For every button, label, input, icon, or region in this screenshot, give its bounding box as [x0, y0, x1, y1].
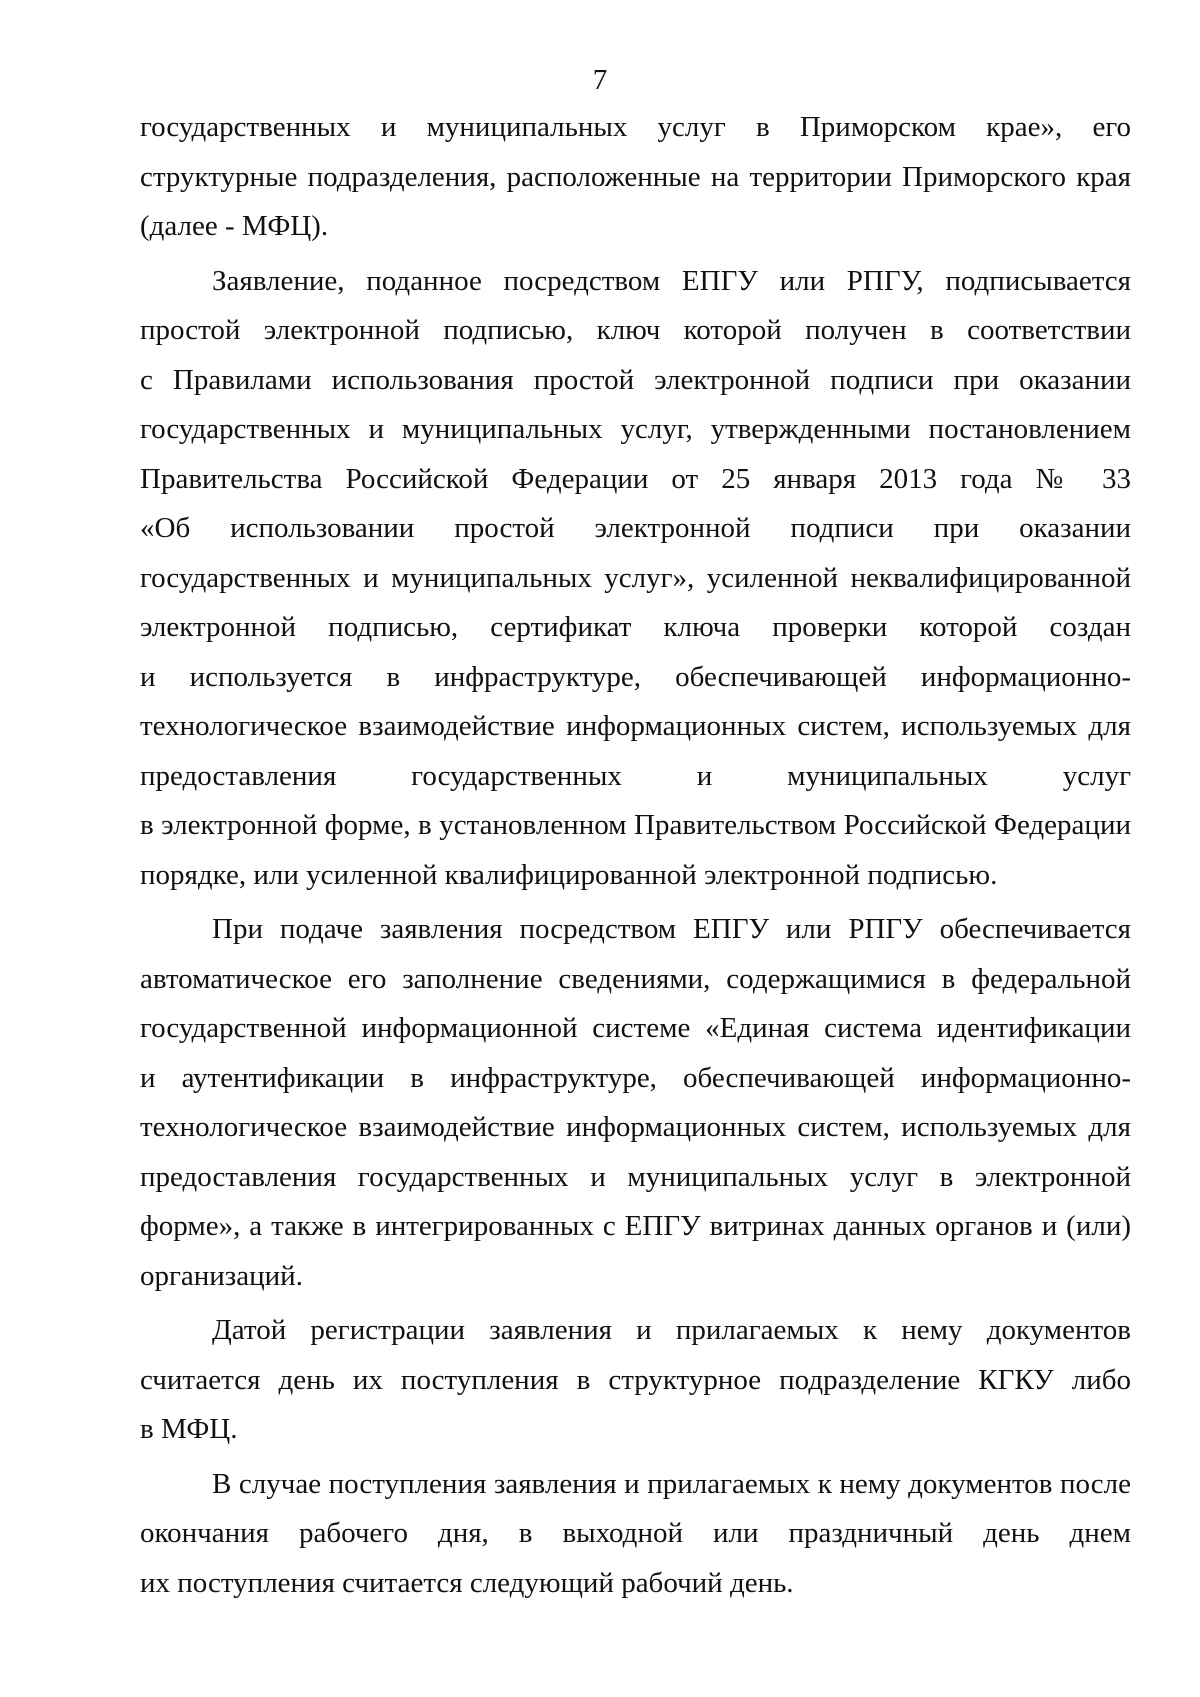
page-number: 7 [592, 64, 608, 96]
text-line: структурные подразделения, расположенные на территории Приморского края [140, 160, 1131, 193]
text-line: и аутентификации в инфраструктуре, обеспечивающей информационно- [140, 1061, 1131, 1094]
text-line: автоматическое его заполнение сведениями, содержащимися в федеральной [140, 962, 1131, 995]
text-line: государственных и муниципальных услуг», усиленной неквалифицированной [140, 561, 1131, 594]
text-line: Датой регистрации заявления и прилагаемых к нему документов [212, 1314, 1131, 1346]
text-line: При подаче заявления посредством ЕПГУ или РПГУ обеспечивается [212, 913, 1131, 945]
text-line: технологическое взаимодействие информационных систем, используемых для [140, 710, 1131, 742]
text-line: порядке, или усиленной квалифицированной электронной подписью. [140, 858, 998, 891]
text-line: (далее - МФЦ). [140, 210, 329, 242]
text-line: в МФЦ. [140, 1413, 238, 1445]
text-line: государственных и муниципальных услуг в Приморском крае», его [140, 111, 1131, 143]
paragraph [140, 103, 1131, 252]
paragraph [140, 1306, 1131, 1455]
text-line: считается день их поступления в структурное подразделение КГКУ либо [140, 1363, 1131, 1396]
text-line: их поступления считается следующий рабочий день. [140, 1566, 794, 1599]
text-line: В случае поступления заявления и прилагаемых к нему документов после [212, 1467, 1131, 1500]
text-line: простой электронной подписью, ключ которой получен в соответствии [140, 314, 1131, 346]
text-line: окончания рабочего дня, в выходной или праздничный день днем [140, 1517, 1131, 1549]
text-line: организаций. [140, 1259, 303, 1292]
paragraph [140, 905, 1131, 1301]
paragraph [140, 1460, 1131, 1609]
text-line: технологическое взаимодействие информационных систем, используемых для [140, 1111, 1131, 1143]
text-line: в электронной форме, в установленном Правительством Российской Федерации [140, 809, 1131, 841]
paragraph [140, 257, 1131, 901]
document-body [140, 103, 1131, 1608]
text-line: «Об использовании простой электронной подписи при оказании [140, 512, 1131, 544]
text-line: и используется в инфраструктуре, обеспечивающей информационно- [140, 660, 1131, 693]
text-line: форме», а также в интегрированных с ЕПГУ витринах данных органов и (или) [140, 1210, 1131, 1242]
text-line: предоставления государственных и муниципальных услуг в электронной [140, 1160, 1131, 1193]
text-line: государственной информационной системе «Единая система идентификации [140, 1012, 1131, 1044]
text-line: Заявление, поданное посредством ЕПГУ или РПГУ, подписывается [212, 264, 1131, 297]
text-line: государственных и муниципальных услуг, утвержденными постановлением [140, 413, 1131, 445]
text-line: Правительства Российской Федерации от 25 января 2013 года № 33 [140, 462, 1131, 495]
text-line: с Правилами использования простой электронной подписи при оказании [140, 363, 1131, 396]
text-line: электронной подписью, сертификат ключа проверки которой создан [140, 611, 1131, 643]
text-line: предоставления государственных и муниципальных услуг [140, 759, 1131, 792]
